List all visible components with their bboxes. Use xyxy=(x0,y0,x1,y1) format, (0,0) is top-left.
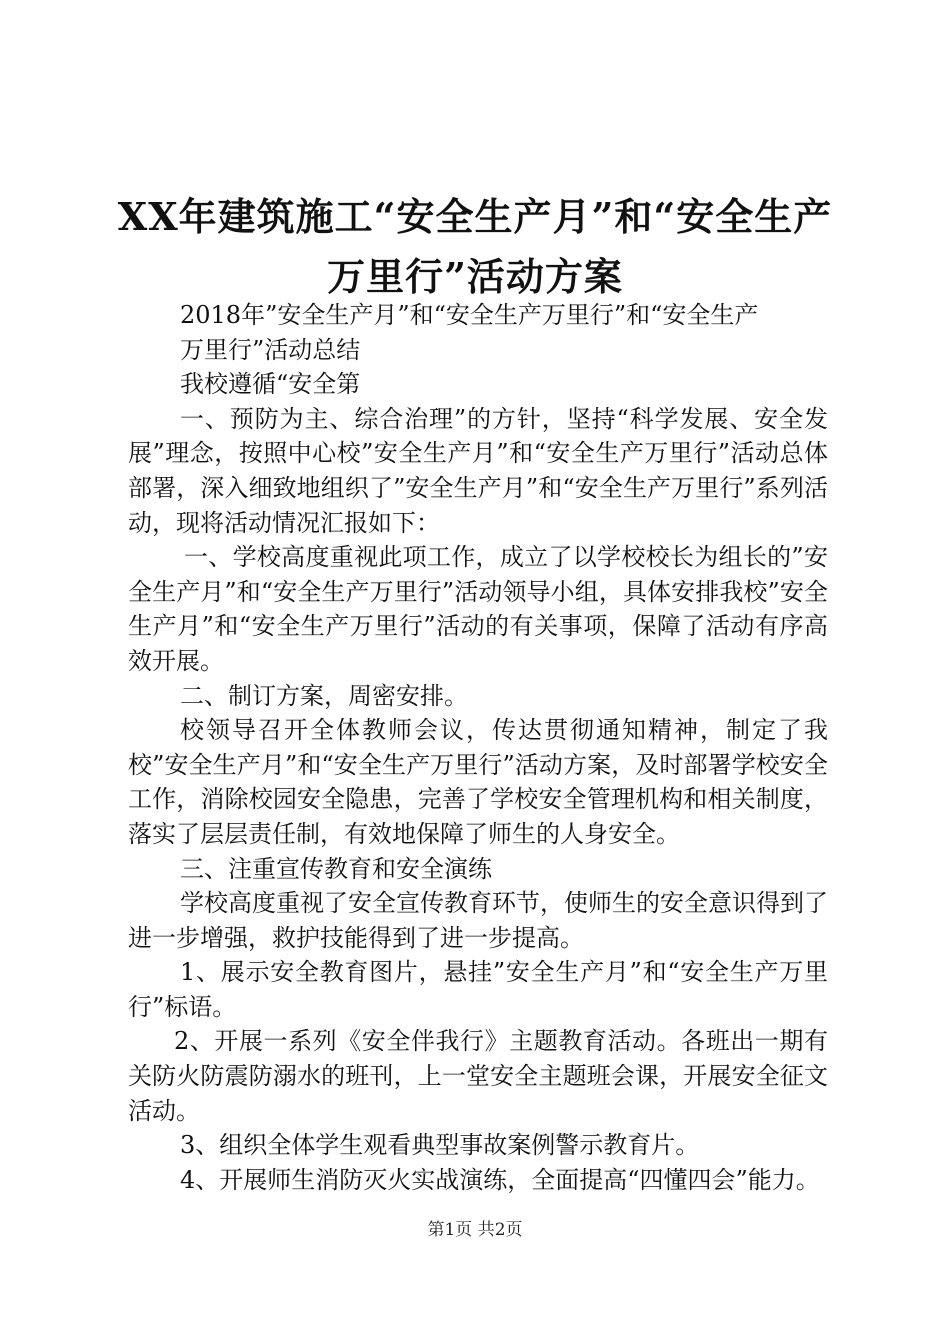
document-title-line-1: XX年建筑施工“安全生产月”和“安全生产 xyxy=(117,194,833,239)
paragraph-intro-3: 我校遵循“安全第 xyxy=(180,370,361,399)
document-body xyxy=(128,298,828,1197)
list-item-4: 4、开展师生消防灭火实战演练，全面提高“四懂四会”能力。 xyxy=(180,1165,820,1194)
document-title-line-2: 万里行”活动方案 xyxy=(327,254,623,299)
page-footer: 第1页 共2页 xyxy=(427,1220,523,1240)
paragraph-policy: 一、预防为主、综合治理”的方针，坚持“科学发展、安全发展”理念，按照中心校”安全生产月”和“安全生产万里行”活动总体部署，深入细致地组织了”安全生产月”和“安全生产万里行”系列活动，现将活动情况汇报如下： xyxy=(128,404,828,537)
list-item-3: 3、组织全体学生观看典型事故案例警示教育片。 xyxy=(180,1131,700,1160)
paragraph-section-2: 校领导召开全体教师会议，传达贯彻通知精神，制定了我校”安全生产月”和“安全生产万里行”活动方案，及时部署学校安全工作，消除校园安全隐患，完善了学校安全管理机构和相关制度，落实了层层责任制，有效地保障了师生的人身安全。 xyxy=(128,716,828,848)
paragraph-section-3: 学校高度重视了安全宣传教育环节，使师生的安全意识得到了进一步增强，救护技能得到了进一步提高。 xyxy=(128,889,828,952)
list-item-2: 2、开展一系列《安全伴我行》主题教育活动。各班出一期有关防火防震防溺水的班刊，上一堂安全主题班会课，开展安全征文活动。 xyxy=(128,1027,828,1125)
paragraph-section-1: 一、学校高度重视此项工作，成立了以学校校长为组长的”安全生产月”和“安全生产万里行”活动领导小组，具体安排我校”安全生产月”和“安全生产万里行”活动的有关事项，保障了活动有序高效开展。 xyxy=(128,543,828,675)
heading-section-2: 二、制订方案，周密安排。 xyxy=(180,681,468,710)
heading-section-3: 三、注重宣传教育和安全演练 xyxy=(180,854,492,883)
paragraph-intro-2: 万里行”活动总结 xyxy=(180,335,361,364)
paragraph-intro-1: 2018年”安全生产月”和“安全生产万里行”和“安全生产 xyxy=(180,301,759,329)
list-item-1: 1、展示安全教育图片，悬挂”安全生产月”和“安全生产万里行”标语。 xyxy=(128,958,828,1021)
